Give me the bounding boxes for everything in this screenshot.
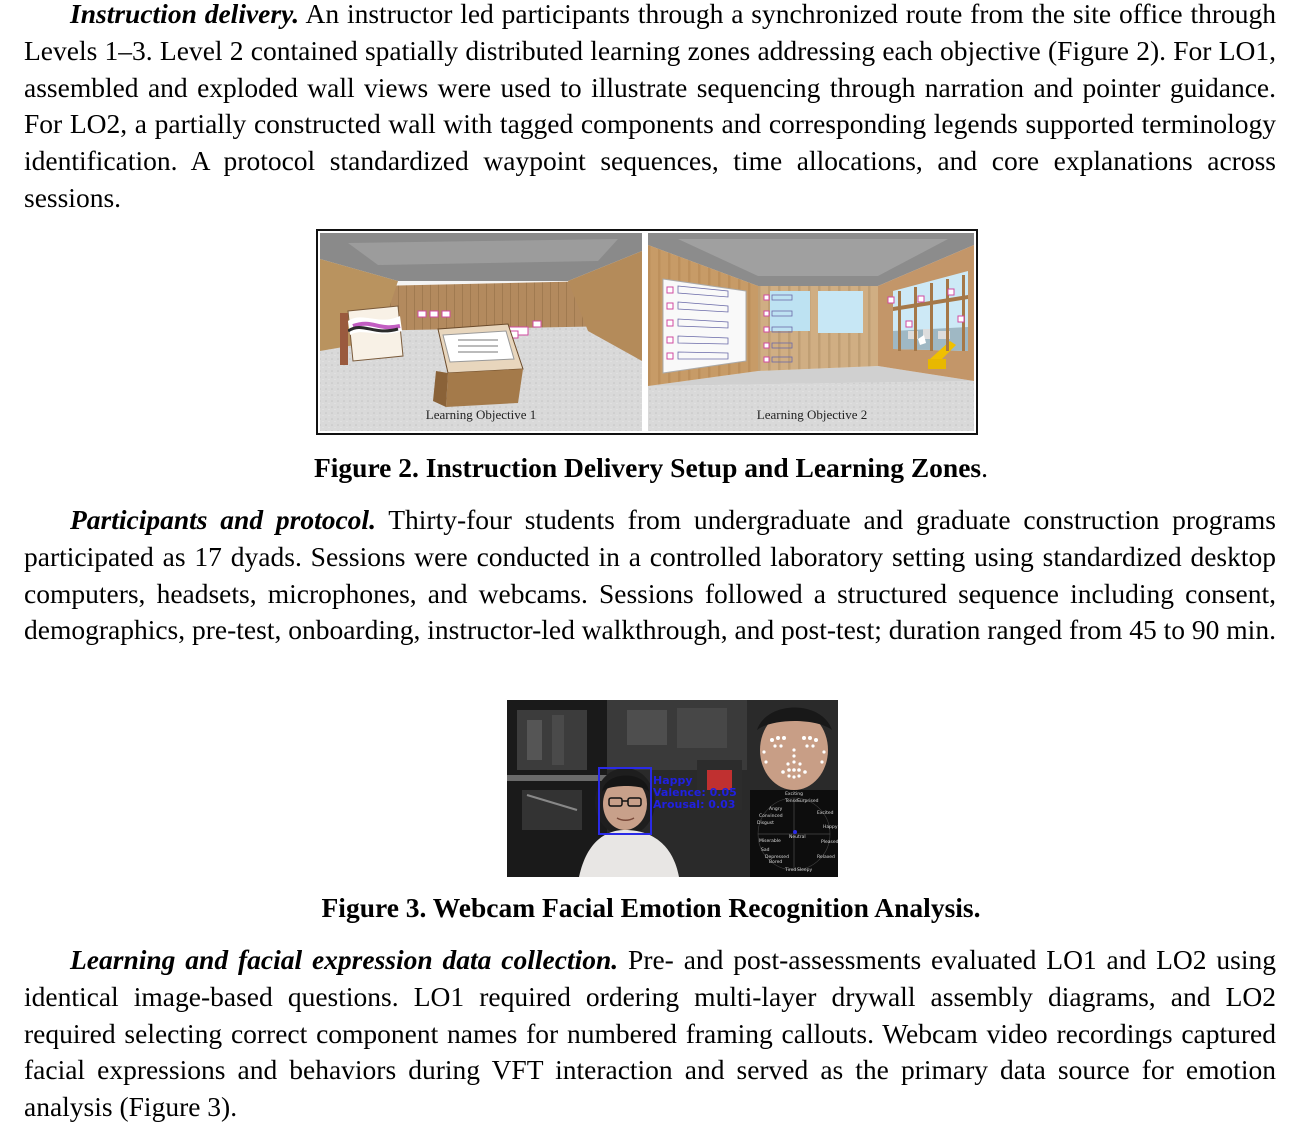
face-landmark-panel [750, 700, 838, 790]
wheel-label: Disgust [757, 821, 774, 826]
overlay-arousal: Arousal: 0.03 [653, 798, 736, 811]
paragraph-lead: Learning and facial expression data collection. [70, 944, 619, 975]
figure-3-image [507, 700, 838, 877]
wheel-label: Tense [785, 799, 798, 804]
wheel-label: Depressed [765, 855, 789, 860]
figure-3-caption-text: Figure 3. Webcam Facial Emotion Recognition Analysis. [321, 892, 981, 923]
paragraph-lead: Participants and protocol. [70, 504, 376, 535]
paragraph-instruction-delivery [24, 0, 1276, 217]
panel-learning-objective-2 [648, 233, 974, 431]
figure-2-caption-text: Figure 2. Instruction Delivery Setup and Learning Zones [313, 452, 982, 483]
wheel-label: Pleased [821, 840, 838, 845]
wheel-label: Surprised [797, 799, 819, 804]
paragraph-body: Pre- and post-assessments evaluated LO1 and LO2 using identical image-based questions. LO1 required ordering multi-layer drywall assembly diagrams, and LO2 required selecting correct component names for numbered framing callouts. Webcam video recordings captured facial expressions and behaviors during VFT interaction and served as the primary data source for emotion analysis (Figure 3). [24, 944, 1276, 1123]
emotion-marker [793, 830, 797, 834]
paragraph-data-collection [24, 942, 1276, 1126]
paragraph-body: Thirty-four students from undergraduate and graduate construction programs participated as 17 dyads. Sessions were conducted in a controlled laboratory setting using standardized desktop computers, headsets, microphones, and webcams. Sessions followed a structured sequence including consent, demographics, pre-test, onboarding, instructor-led walkthrough, and post-test; duration ranged from 45 to 90 min. [24, 504, 1276, 646]
overlay-valence: Valence: 0.05 [653, 786, 737, 799]
wheel-label: Sleepy [797, 868, 813, 873]
wheel-label: Angry [769, 807, 783, 812]
figure-3-caption [0, 892, 1302, 924]
wheel-title: Exciting [785, 792, 803, 797]
panel-right-label: Learning Objective 2 [756, 407, 868, 422]
wheel-label: Sad [761, 848, 770, 853]
wheel-label: Miserable [759, 839, 781, 844]
figure-2-image [316, 229, 978, 435]
overlay-emotion: Happy [653, 774, 693, 787]
paragraph-lead: Instruction delivery. [70, 0, 300, 29]
wheel-label: Bored [769, 860, 783, 865]
panel-left-label: Learning Objective 1 [425, 407, 537, 422]
wheel-label: Tired [785, 868, 797, 873]
wheel-label: Neutral [789, 835, 806, 840]
wheel-label: Convinced [759, 814, 783, 819]
figure-2-caption [0, 452, 1302, 484]
figure-2-render [318, 231, 976, 433]
paragraph-participants-protocol [24, 502, 1276, 649]
panel-learning-objective-1 [320, 233, 642, 431]
paragraph-body: An instructor led participants through a synchronized route from the site office through Levels 1–3. Level 2 contained spatially distributed learning zones addressing each objective (Figure 2). For LO1, assembled and exploded wall views were used to illustrate sequencing through narration and pointer guidance. For LO2, a partially constructed wall with tagged components and corresponding legends supported terminology identification. A protocol standardized waypoint sequences, time allocations, and core explanations across sessions. [24, 0, 1276, 213]
wheel-label: Relaxed [817, 855, 835, 860]
wheel-label: Happy [823, 825, 838, 830]
wheel-label: Excited [817, 811, 834, 816]
emotion-wheel-panel [750, 790, 838, 877]
figure-3-render [507, 700, 838, 877]
figure-2-caption-end: . [981, 452, 989, 483]
